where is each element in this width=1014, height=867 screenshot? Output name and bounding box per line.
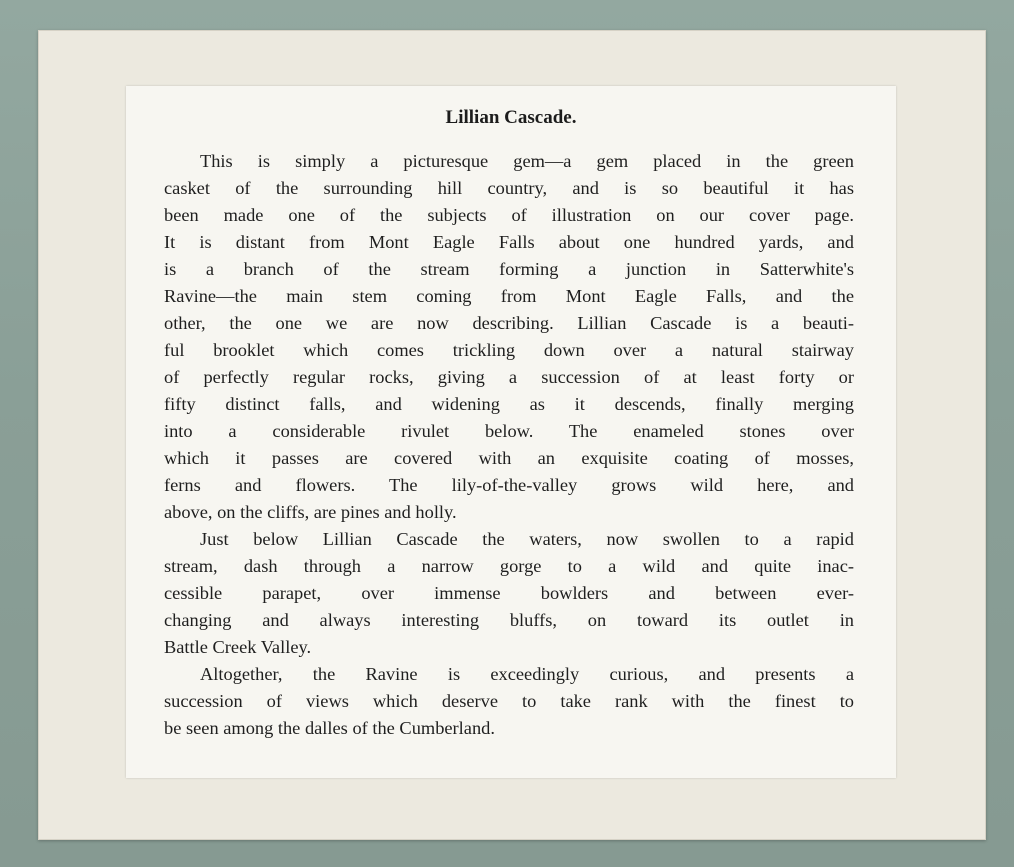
text-line: ful brooklet which comes trickling down over a natural stairway [164,340,854,360]
text-line: Ravine—the main stem coming from Mont Eagle Falls, and the [164,286,854,306]
text-line: This is simply a picturesque gem—a gem placed in the green [200,151,854,171]
text-line: changing and always interesting bluffs, on toward its outlet in [164,610,854,630]
text-line: been made one of the subjects of illustration on our cover page. [164,205,854,225]
text-line: ferns and flowers. The lily-of-the-valley grows wild here, and [164,475,854,495]
text-line: stream, dash through a narrow gorge to a wild and quite inac- [164,556,854,576]
paragraph-3 [164,661,854,742]
text-line: of perfectly regular rocks, giving a succession of at least forty or [164,367,854,387]
text-line: which it passes are covered with an exquisite coating of mosses, [164,448,854,468]
text-line: fifty distinct falls, and widening as it descends, finally merging [164,394,854,414]
paragraph-2 [164,526,854,661]
text-line: be seen among the dalles of the Cumberland. [164,718,495,738]
article-body [164,148,854,742]
text-line: succession of views which deserve to take rank with the finest to [164,691,854,711]
article-title: Lillian Cascade. [445,107,577,128]
text-line: Just below Lillian Cascade the waters, now swollen to a rapid [200,529,854,549]
text-line: Battle Creek Valley. [164,637,312,657]
text-line: is a branch of the stream forming a junction in Satterwhite's [164,259,854,279]
paragraph-1 [164,148,854,526]
text-line: It is distant from Mont Eagle Falls about one hundred yards, and [164,232,854,252]
text-line: other, the one we are now describing. Lillian Cascade is a beauti- [164,313,854,333]
text-line: cessible parapet, over immense bowlders and between ever- [164,583,854,603]
text-line: Altogether, the Ravine is exceedingly curious, and presents a [200,664,854,684]
text-line: above, on the cliffs, are pines and holly. [164,502,457,522]
text-line: casket of the surrounding hill country, and is so beautiful it has [164,178,854,198]
text-line: into a considerable rivulet below. The enameled stones over [164,421,854,441]
newspaper-clipping [126,86,896,778]
